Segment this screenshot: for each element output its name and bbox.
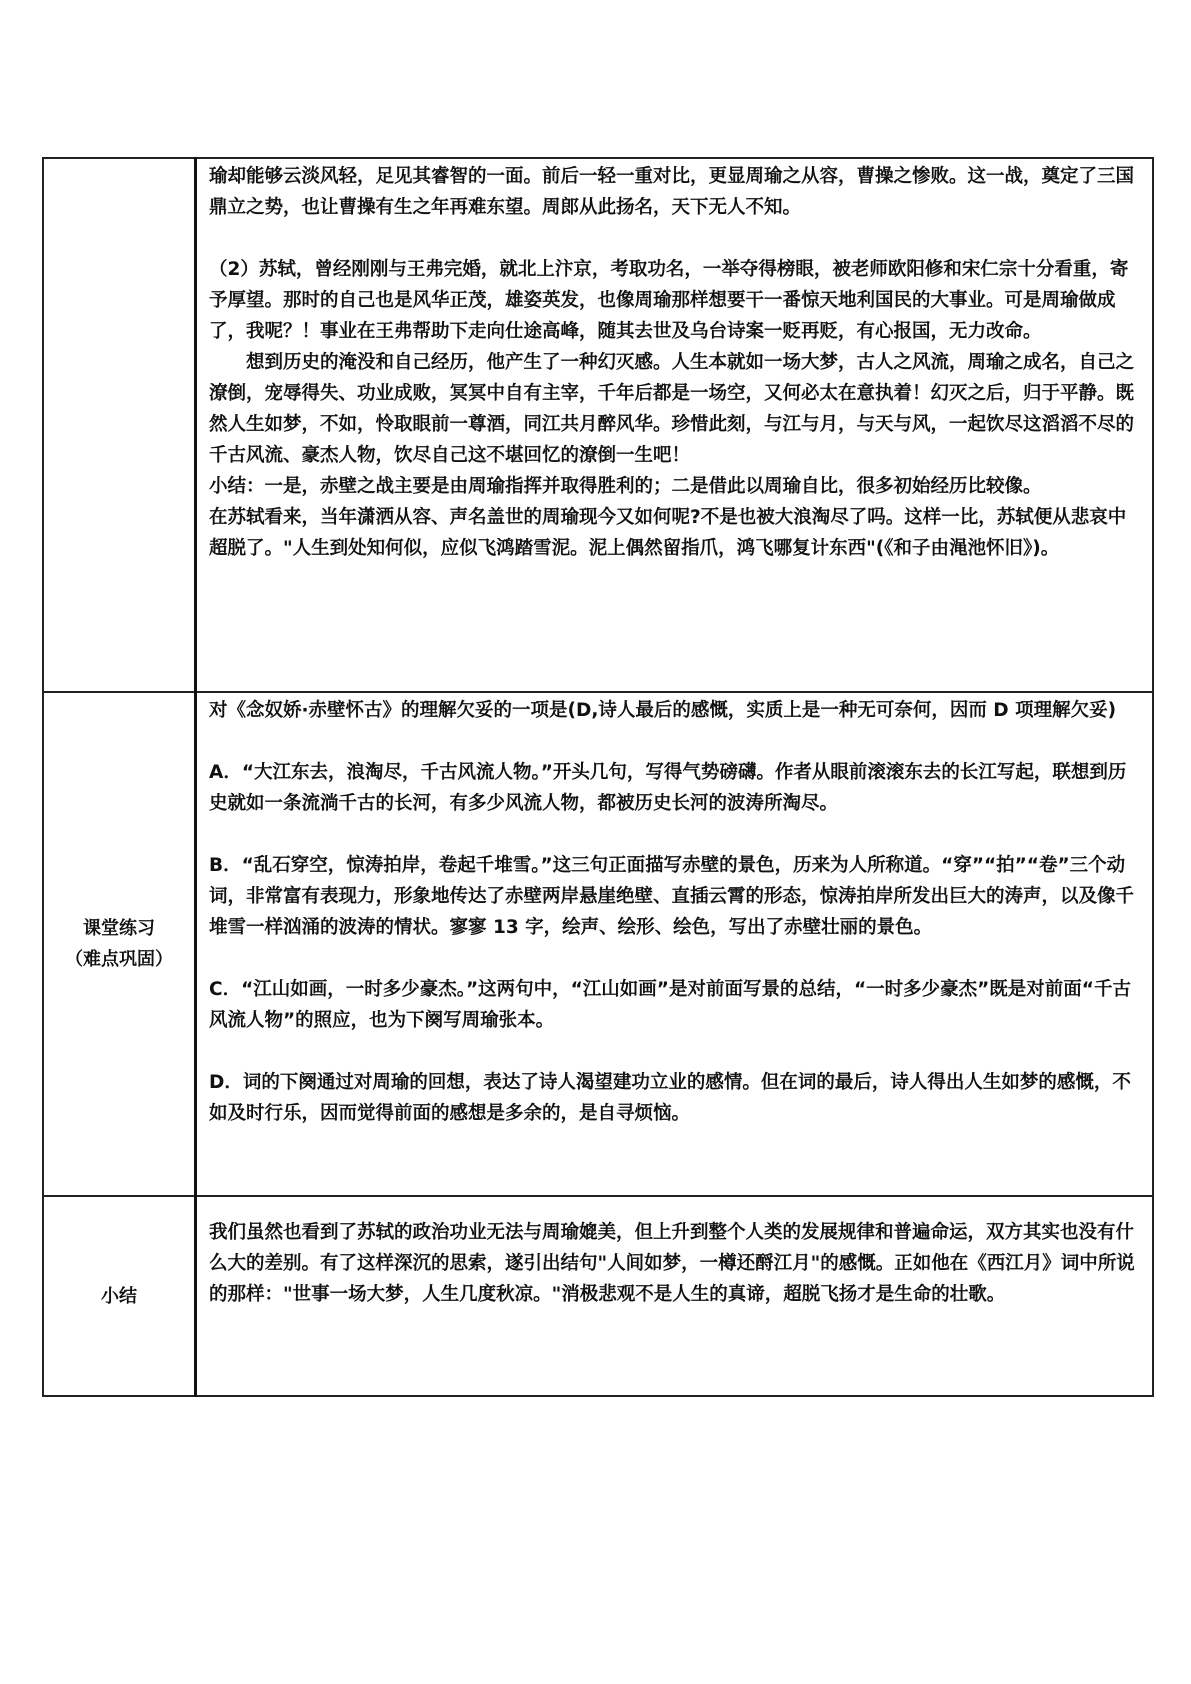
paragraph-zhouyu-composure: 瑜却能够云淡风轻，足见其睿智的一面。前后一轻一重对比，更显周瑜之从容，曹操之惨败。这一战，奠定了三国鼎立之势，也让曹操有生之年再难东望。周郎从此扬名，天下无人不知。 bbox=[209, 166, 1135, 218]
analysis-content bbox=[196, 158, 1154, 692]
paragraph-sushi-experience: （2）苏轼，曾经刚刚与王弗完婚，就北上汴京，考取功名，一举夺得榜眼，被老师欧阳修和宋仁宗十分看重，寄予厚望。那时的自己也是风华正茂，雄姿英发，也像周瑜那样想要干一番惊天地利国民的大事业。可是周瑜做成了，我呢？！事业在王弗帮助下走向仕途高峰，随其去世及乌台诗案一贬再贬，有心报国，无力改命。 bbox=[209, 259, 1129, 342]
paragraph-transcendence: 在苏轼看来，当年潇洒从容、声名盖世的周瑜现今又如何呢?不是也被大浪淘尽了吗。这样一比，苏轼便从悲哀中超脱了。"人生到处知何似，应似飞鸿踏雪泥。泥上偶然留指爪，鸿飞哪复计东西"(《和子由渑池怀旧》)。 bbox=[209, 507, 1127, 559]
summary-content bbox=[196, 1196, 1154, 1396]
row-label-summary: 小结 bbox=[43, 1196, 196, 1396]
summary-text: 我们虽然也看到了苏轼的政治功业无法与周瑜媲美，但上升到整个人类的发展规律和普遍命运，双方其实也没有什么大的差别。有了这样深沉的思索，遂引出结句"人间如梦，一樽还酹江月"的感慨。正如他在《西江月》词中所说的那样："世事一场大梦，人生几度秋凉。"消极悲观不是人生的真谛，超脱飞扬才是生命的壮歌。 bbox=[209, 1222, 1135, 1305]
option-b: B．“乱石穿空，惊涛拍岸，卷起千堆雪。”这三句正面描写赤壁的景色，历来为人所称道。“穿”“拍”“卷”三个动词，非常富有表现力，形象地传达了赤壁两岸悬崖绝壁、直插云霄的形态，惊涛拍岸所发出巨大的涛声，以及像千堆雪一样汹涌的波涛的情状。寥寥 13 字，绘声、绘形、绘色，写出了赤壁壮丽的景色。 bbox=[209, 855, 1135, 938]
table-row bbox=[43, 158, 1153, 692]
lesson-table bbox=[42, 157, 1154, 1397]
table-row bbox=[43, 1196, 1153, 1396]
option-c: C．“江山如画，一时多少豪杰。”这两句中，“江山如画”是对前面写景的总结，“一时多少豪杰”既是对前面“千古风流人物”的照应，也为下阕写周瑜张本。 bbox=[209, 979, 1131, 1031]
row-label-practice bbox=[43, 692, 196, 1196]
practice-label: 课堂练习 bbox=[83, 918, 155, 939]
row-label-empty bbox=[43, 158, 196, 692]
option-d: D．词的下阕通过对周瑜的回想，表达了诗人渴望建功立业的感情。但在词的最后，诗人得出人生如梦的感慨，不如及时行乐，因而觉得前面的感想是多余的，是自寻烦恼。 bbox=[209, 1072, 1131, 1124]
paragraph-disillusion: 想到历史的淹没和自己经历，他产生了一种幻灭感。人生本就如一场大梦，古人之风流，周瑜之成名，自己之潦倒，宠辱得失、功业成败，冥冥中自有主宰，千年后都是一场空，又何必太在意执着！幻灭之后，归于平静。既然人生如梦，不如，怜取眼前一尊酒，同江共月醉风华。珍惜此刻，与江与月，与天与风，一起饮尽这滔滔不尽的千古风流、豪杰人物，饮尽自己这不堪回忆的潦倒一生吧！ bbox=[209, 352, 1135, 466]
practice-content bbox=[196, 692, 1154, 1196]
practice-sublabel: （难点巩固） bbox=[65, 949, 173, 970]
table-row bbox=[43, 692, 1153, 1196]
option-a: A．“大江东去，浪淘尽，千古风流人物。”开头几句，写得气势磅礴。作者从眼前滚滚东去的长江写起，联想到历史就如一条流淌千古的长河，有多少风流人物，都被历史长河的波涛所淘尽。 bbox=[209, 762, 1127, 814]
paragraph-summary-note: 小结：一是，赤壁之战主要是由周瑜指挥并取得胜利的；二是借此以周瑜自比，很多初始经历比较像。 bbox=[209, 476, 1042, 497]
question-text: 对《念奴娇·赤壁怀古》的理解欠妥的一项是(D,诗人最后的感慨，实质上是一种无可奈何，因而 D 项理解欠妥) bbox=[209, 700, 1117, 721]
